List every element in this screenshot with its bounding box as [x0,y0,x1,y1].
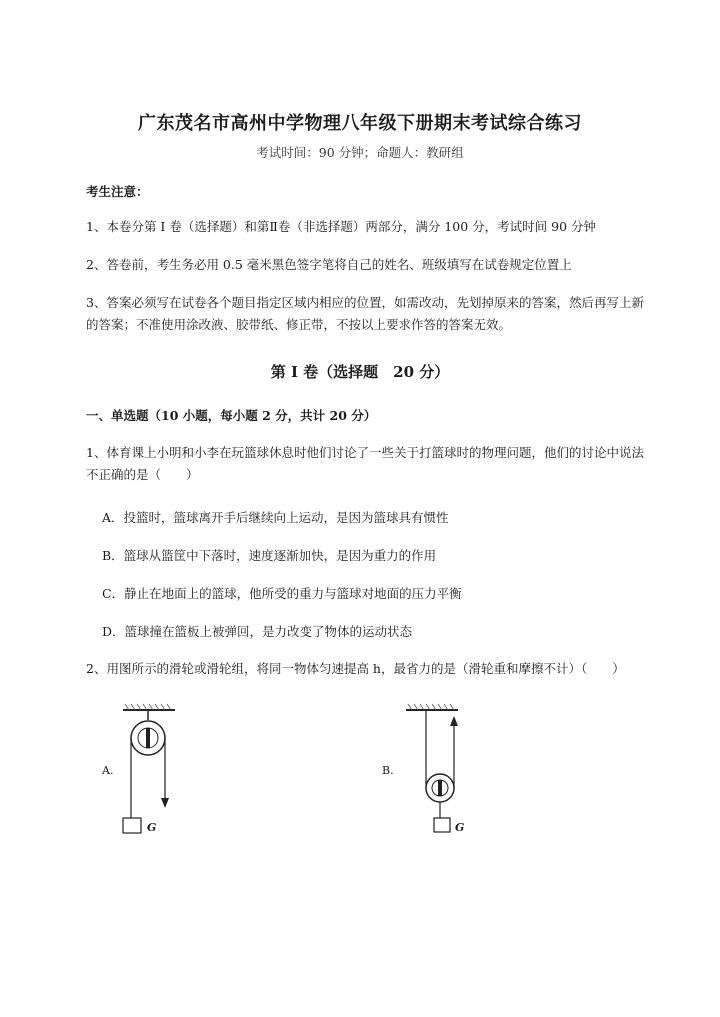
notice-item-continued: 的答案；不准使用涂改液、胶带纸、修正带，不按以上要求作答的答案无效。 [86,317,512,332]
question-stem: 2、用图所示的滑轮或滑轮组，将同一物体匀速提高 h，最省力的是（滑轮重和摩擦不计）（ ） [86,661,625,676]
notice-item: 1、本卷分第 I 卷（选择题）和第Ⅱ卷（非选择题）两部分，满分 100 分，考试时间 90 分钟 [86,219,596,234]
question-stem-continued: 不正确的是（ ） [86,467,199,482]
option-c: C．静止在地面上的篮球，他所受的重力与篮球对地面的压力平衡 [102,586,462,601]
weight-label: G [147,821,157,834]
fixed-pulley-diagram [115,700,195,840]
notice-item: 2、答卷前，考生务必用 0.5 毫米黑色签字笔将自己的姓名、班级填写在试卷规定位置上 [86,257,572,272]
movable-pulley-diagram [400,700,480,840]
page-title: 广东茂名市高州中学物理八年级下册期末考试综合练习 [138,113,582,134]
figure-a-label: A. [102,764,114,777]
option-a: A．投篮时，篮球离开手后继续向上运动，是因为篮球具有惯性 [102,510,449,525]
section-title: 第 I 卷（选择题 20 分） [270,363,450,381]
figure-b-label: B. [382,764,394,777]
option-d: D．篮球撞在篮板上被弹回，是力改变了物体的运动状态 [102,624,413,639]
exam-info: 考试时间：90 分钟；命题人：教研组 [256,145,464,160]
question-stem: 1、体育课上小明和小李在玩篮球休息时他们讨论了一些关于打篮球时的物理问题，他们的讨论中说法 [86,445,644,460]
notice-heading: 考生注意： [86,184,149,199]
notice-item: 3、答案必须写在试卷各个题目指定区域内相应的位置，如需改动，先划掉原来的答案，然后再写上新 [86,295,644,310]
weight-label: G [455,821,465,834]
part-heading: 一、单选题（10 小题，每小题 2 分，共计 20 分） [86,408,377,423]
option-b: B．篮球从篮筐中下落时，速度逐渐加快，是因为重力的作用 [102,548,437,563]
